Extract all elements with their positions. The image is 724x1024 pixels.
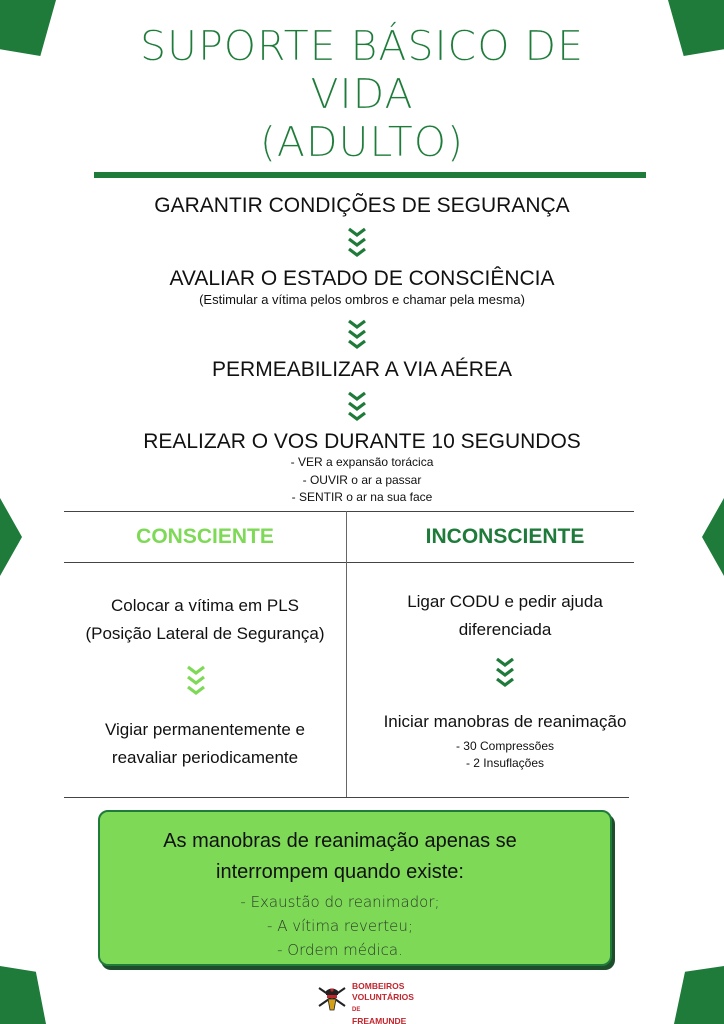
condition-exhaustion: - Exaustão do reanimador; [240, 893, 440, 911]
step-vos: REALIZAR O VOS DURANTE 10 SEGUNDOS [143, 430, 581, 453]
condition-medical-order: - Ordem médica. [277, 941, 403, 959]
vos-note-see: - VER a expansão torácica [290, 455, 434, 469]
logo-text-de: DE [352, 1007, 361, 1013]
logo-text-line2: VOLUNTÁRIOS [352, 992, 414, 1002]
page-title [40, 22, 684, 166]
corner-decoration-bottom-left [0, 966, 46, 1024]
step-consciousness: AVALIAR O ESTADO DE CONSCIÊNCIA [169, 267, 555, 290]
box-title-line1: As manobras de reanimação apenas se [163, 830, 517, 852]
vos-note-hear: - OUVIR o ar a passar [302, 472, 422, 487]
conscious-action-pls-line2: (Posição Lateral de Segurança) [85, 624, 325, 643]
logo-text-line1: BOMBEIROS [352, 981, 405, 991]
bombeiros-logo [316, 980, 416, 1024]
corner-decoration-bottom-right [674, 966, 724, 1024]
unconscious-action-call-line2: diferenciada [458, 620, 552, 639]
chevron-down-icon [347, 318, 367, 350]
conscious-action-monitor [64, 716, 346, 772]
logo-text-line3 [352, 1003, 416, 1024]
column-header-conscious: CONSCIENTE [136, 525, 274, 548]
step-vos-notes [60, 454, 664, 507]
side-decoration-left [0, 498, 22, 576]
chevron-down-icon [347, 390, 367, 422]
vos-note-feel: - SENTIR o ar na sua face [291, 490, 433, 504]
title-line-3: (ADULTO) [259, 118, 465, 166]
table-bottom-rule [64, 797, 629, 798]
logo-text-freamunde: FREAMUNDE [352, 1016, 407, 1024]
unconscious-action-cpr: Iniciar manobras de reanimação [383, 712, 627, 731]
fire-brigade-emblem-icon [316, 982, 348, 1014]
column-header-unconscious: INCONSCIENTE [425, 525, 585, 548]
step-safety: GARANTIR CONDIÇÕES DE SEGURANÇA [154, 194, 570, 217]
cpr-note-compressions: - 30 Compressões [455, 739, 555, 753]
title-divider [94, 172, 646, 178]
chevron-down-icon [495, 656, 515, 688]
box-conditions-list [120, 890, 560, 962]
chevron-down-icon [186, 664, 206, 696]
unconscious-action-call-line1: Ligar CODU e pedir ajuda [407, 592, 603, 611]
step-consciousness-note: (Estimular a vítima pelos ombros e chamar pela mesma) [199, 292, 525, 307]
cpr-notes [347, 738, 663, 772]
box-title [120, 826, 560, 888]
conscious-action-monitor-line2: reavaliar periodicamente [111, 748, 299, 767]
chevron-down-icon [347, 226, 367, 258]
title-line-2: VIDA [310, 70, 414, 118]
condition-reverted: - A vítima reverteu; [267, 917, 413, 935]
conscious-action-pls-line1: Colocar a vítima em PLS [110, 596, 299, 615]
conscious-action-monitor-line1: Vigiar permanentemente e [104, 720, 306, 739]
unconscious-action-call [347, 588, 663, 644]
table-header-rule [64, 562, 634, 563]
step-airway: PERMEABILIZAR A VIA AÉREA [212, 358, 512, 381]
title-line-1: SUPORTE BÁSICO DE [140, 22, 584, 70]
table-top-rule [64, 511, 634, 512]
side-decoration-right [702, 498, 724, 576]
box-title-line2: interrompem quando existe: [216, 861, 464, 883]
cpr-stop-conditions-box [98, 810, 612, 966]
cpr-note-insufflations: - 2 Insuflações [465, 756, 545, 770]
conscious-action-pls [64, 592, 346, 648]
